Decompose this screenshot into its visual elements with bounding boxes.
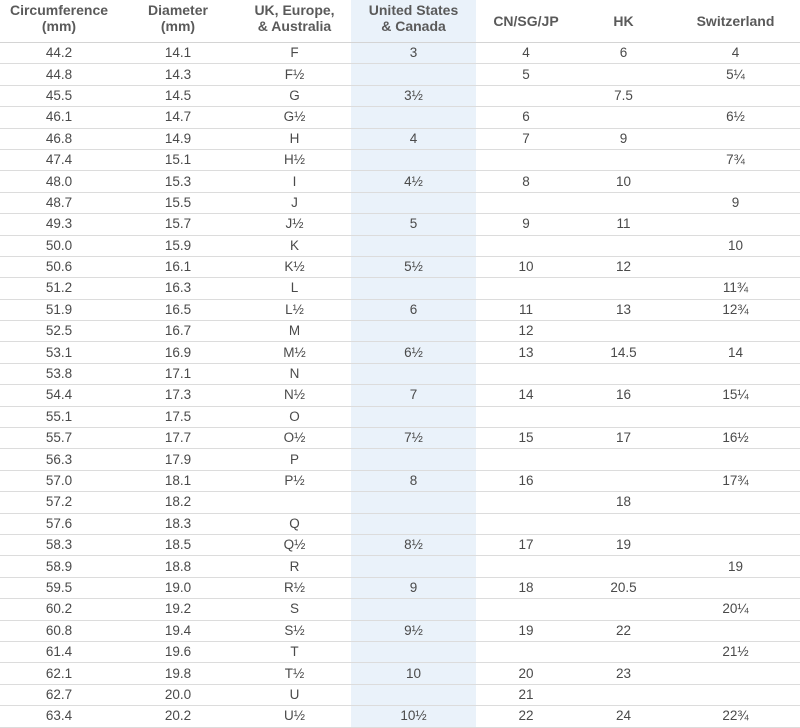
table-row <box>0 363 800 384</box>
switzerland-size-cell: 12¾ <box>671 299 800 320</box>
diameter-cell: 16.3 <box>118 278 238 299</box>
cn-sg-jp-size-cell: 16 <box>476 470 576 491</box>
switzerland-size-cell: 10 <box>671 235 800 256</box>
table-row <box>0 663 800 684</box>
us-size-cell <box>351 149 476 170</box>
us-size-cell <box>351 321 476 342</box>
diameter-cell: 16.5 <box>118 299 238 320</box>
diameter-cell: 14.7 <box>118 107 238 128</box>
table-row <box>0 534 800 555</box>
diameter-cell: 17.3 <box>118 385 238 406</box>
circumference-cell: 62.7 <box>0 684 118 705</box>
circumference-cell: 59.5 <box>0 577 118 598</box>
circumference-cell: 57.2 <box>0 492 118 513</box>
header-line: Circumference <box>9 2 109 18</box>
header-line: Switzerland <box>696 13 775 29</box>
diameter-cell: 18.2 <box>118 492 238 513</box>
table-row <box>0 449 800 470</box>
cn-sg-jp-size-cell <box>476 641 576 662</box>
us-size-cell: 5 <box>351 214 476 235</box>
switzerland-size-cell <box>671 513 800 534</box>
cn-sg-jp-size-cell: 9 <box>476 214 576 235</box>
uk-size-cell: K <box>238 235 351 256</box>
table-row <box>0 556 800 577</box>
hk-size-cell: 7.5 <box>576 85 671 106</box>
uk-size-cell: L <box>238 278 351 299</box>
cn-sg-jp-size-cell <box>476 363 576 384</box>
hk-size-cell <box>576 406 671 427</box>
hk-size-cell <box>576 64 671 85</box>
uk-size-cell: R½ <box>238 577 351 598</box>
hk-size-cell: 22 <box>576 620 671 641</box>
hk-size-cell <box>576 641 671 662</box>
us-size-cell <box>351 513 476 534</box>
us-size-cell: 4 <box>351 128 476 149</box>
us-size-cell: 9½ <box>351 620 476 641</box>
cn-sg-jp-size-cell: 15 <box>476 428 576 449</box>
uk-size-cell <box>238 492 351 513</box>
switzerland-size-cell <box>671 128 800 149</box>
hk-size-cell: 23 <box>576 663 671 684</box>
us-size-cell: 6½ <box>351 342 476 363</box>
diameter-cell: 19.6 <box>118 641 238 662</box>
us-size-cell <box>351 684 476 705</box>
us-size-cell <box>351 406 476 427</box>
cn-sg-jp-size-cell: 21 <box>476 684 576 705</box>
switzerland-size-cell: 20¼ <box>671 599 800 620</box>
uk-size-cell: J <box>238 192 351 213</box>
header-line: United States <box>368 2 459 18</box>
switzerland-size-cell <box>671 577 800 598</box>
circumference-cell: 61.4 <box>0 641 118 662</box>
uk-size-cell: G <box>238 85 351 106</box>
diameter-cell: 14.1 <box>118 43 238 64</box>
hk-size-cell <box>576 107 671 128</box>
us-size-cell: 8 <box>351 470 476 491</box>
circumference-cell: 50.0 <box>0 235 118 256</box>
cn-sg-jp-size-cell: 12 <box>476 321 576 342</box>
circumference-cell: 54.4 <box>0 385 118 406</box>
header-uk-europe-australia <box>238 0 351 43</box>
hk-size-cell <box>576 556 671 577</box>
cn-sg-jp-size-cell: 8 <box>476 171 576 192</box>
cn-sg-jp-size-cell <box>476 149 576 170</box>
header-line: (mm) <box>160 18 196 34</box>
circumference-cell: 48.0 <box>0 171 118 192</box>
uk-size-cell: O <box>238 406 351 427</box>
cn-sg-jp-size-cell: 10 <box>476 256 576 277</box>
table-row <box>0 107 800 128</box>
table-row <box>0 470 800 491</box>
diameter-cell: 20.2 <box>118 706 238 727</box>
switzerland-size-cell: 15¼ <box>671 385 800 406</box>
uk-size-cell: T <box>238 641 351 662</box>
switzerland-size-cell <box>671 663 800 684</box>
circumference-cell: 48.7 <box>0 192 118 213</box>
diameter-cell: 16.1 <box>118 256 238 277</box>
header-switzerland <box>671 0 800 43</box>
switzerland-size-cell: 22¾ <box>671 706 800 727</box>
cn-sg-jp-size-cell: 17 <box>476 534 576 555</box>
hk-size-cell <box>576 149 671 170</box>
switzerland-size-cell: 7¾ <box>671 149 800 170</box>
diameter-cell: 14.9 <box>118 128 238 149</box>
us-size-cell: 10½ <box>351 706 476 727</box>
hk-size-cell: 14.5 <box>576 342 671 363</box>
header-hk <box>576 0 671 43</box>
us-size-cell <box>351 556 476 577</box>
cn-sg-jp-size-cell <box>476 492 576 513</box>
diameter-cell: 18.5 <box>118 534 238 555</box>
diameter-cell: 15.7 <box>118 214 238 235</box>
table-row <box>0 599 800 620</box>
header-line: HK <box>613 13 634 29</box>
diameter-cell: 14.5 <box>118 85 238 106</box>
header-circumference <box>0 0 118 43</box>
uk-size-cell: S½ <box>238 620 351 641</box>
table-row <box>0 342 800 363</box>
us-size-cell <box>351 599 476 620</box>
circumference-cell: 53.8 <box>0 363 118 384</box>
switzerland-size-cell: 9 <box>671 192 800 213</box>
table-row <box>0 492 800 513</box>
header-cn-sg-jp <box>476 0 576 43</box>
switzerland-size-cell: 14 <box>671 342 800 363</box>
diameter-cell: 17.7 <box>118 428 238 449</box>
diameter-cell: 17.1 <box>118 363 238 384</box>
table-row <box>0 64 800 85</box>
table-row <box>0 641 800 662</box>
switzerland-size-cell: 6½ <box>671 107 800 128</box>
uk-size-cell: Q½ <box>238 534 351 555</box>
switzerland-size-cell: 16½ <box>671 428 800 449</box>
uk-size-cell: S <box>238 599 351 620</box>
hk-size-cell <box>576 513 671 534</box>
cn-sg-jp-size-cell: 20 <box>476 663 576 684</box>
uk-size-cell: H <box>238 128 351 149</box>
hk-size-cell: 16 <box>576 385 671 406</box>
cn-sg-jp-size-cell: 6 <box>476 107 576 128</box>
circumference-cell: 52.5 <box>0 321 118 342</box>
circumference-cell: 50.6 <box>0 256 118 277</box>
hk-size-cell: 10 <box>576 171 671 192</box>
header-line: (mm) <box>41 18 77 34</box>
header-line: & Australia <box>257 18 332 34</box>
table-row <box>0 428 800 449</box>
table-row <box>0 149 800 170</box>
cn-sg-jp-size-cell: 7 <box>476 128 576 149</box>
cn-sg-jp-size-cell <box>476 406 576 427</box>
switzerland-size-cell <box>671 684 800 705</box>
header-line: & Canada <box>381 18 446 34</box>
table-row <box>0 214 800 235</box>
cn-sg-jp-size-cell: 14 <box>476 385 576 406</box>
uk-size-cell: P½ <box>238 470 351 491</box>
table-row <box>0 513 800 534</box>
circumference-cell: 53.1 <box>0 342 118 363</box>
cn-sg-jp-size-cell: 5 <box>476 64 576 85</box>
us-size-cell: 3 <box>351 43 476 64</box>
uk-size-cell: F <box>238 43 351 64</box>
cn-sg-jp-size-cell: 19 <box>476 620 576 641</box>
diameter-cell: 19.0 <box>118 577 238 598</box>
hk-size-cell: 17 <box>576 428 671 449</box>
circumference-cell: 49.3 <box>0 214 118 235</box>
diameter-cell: 17.5 <box>118 406 238 427</box>
switzerland-size-cell <box>671 449 800 470</box>
switzerland-size-cell <box>671 256 800 277</box>
circumference-cell: 45.5 <box>0 85 118 106</box>
header-diameter <box>118 0 238 43</box>
us-size-cell: 4½ <box>351 171 476 192</box>
uk-size-cell: N <box>238 363 351 384</box>
diameter-cell: 16.7 <box>118 321 238 342</box>
switzerland-size-cell <box>671 171 800 192</box>
diameter-cell: 14.3 <box>118 64 238 85</box>
circumference-cell: 63.4 <box>0 706 118 727</box>
diameter-cell: 16.9 <box>118 342 238 363</box>
hk-size-cell <box>576 363 671 384</box>
uk-size-cell: M <box>238 321 351 342</box>
diameter-cell: 19.8 <box>118 663 238 684</box>
us-size-cell <box>351 363 476 384</box>
switzerland-size-cell: 11¾ <box>671 278 800 299</box>
diameter-cell: 18.1 <box>118 470 238 491</box>
header-line: UK, Europe, <box>254 2 335 18</box>
table-row <box>0 385 800 406</box>
hk-size-cell <box>576 599 671 620</box>
switzerland-size-cell <box>671 363 800 384</box>
switzerland-size-cell <box>671 321 800 342</box>
switzerland-size-cell: 4 <box>671 43 800 64</box>
circumference-cell: 56.3 <box>0 449 118 470</box>
hk-size-cell: 9 <box>576 128 671 149</box>
circumference-cell: 57.0 <box>0 470 118 491</box>
uk-size-cell: Q <box>238 513 351 534</box>
us-size-cell: 10 <box>351 663 476 684</box>
header-line: Diameter <box>148 2 208 18</box>
us-size-cell: 3½ <box>351 85 476 106</box>
uk-size-cell: I <box>238 171 351 192</box>
switzerland-size-cell: 17¾ <box>671 470 800 491</box>
hk-size-cell: 11 <box>576 214 671 235</box>
circumference-cell: 58.3 <box>0 534 118 555</box>
table-row <box>0 321 800 342</box>
table-row <box>0 278 800 299</box>
switzerland-size-cell: 19 <box>671 556 800 577</box>
hk-size-cell: 19 <box>576 534 671 555</box>
cn-sg-jp-size-cell <box>476 235 576 256</box>
table-row <box>0 684 800 705</box>
uk-size-cell: J½ <box>238 214 351 235</box>
switzerland-size-cell: 21½ <box>671 641 800 662</box>
circumference-cell: 46.1 <box>0 107 118 128</box>
circumference-cell: 55.7 <box>0 428 118 449</box>
circumference-cell: 47.4 <box>0 149 118 170</box>
switzerland-size-cell <box>671 534 800 555</box>
hk-size-cell: 13 <box>576 299 671 320</box>
hk-size-cell: 24 <box>576 706 671 727</box>
switzerland-size-cell <box>671 620 800 641</box>
cn-sg-jp-size-cell: 22 <box>476 706 576 727</box>
uk-size-cell: F½ <box>238 64 351 85</box>
table-row <box>0 171 800 192</box>
circumference-cell: 55.1 <box>0 406 118 427</box>
us-size-cell: 8½ <box>351 534 476 555</box>
table-row <box>0 577 800 598</box>
hk-size-cell: 20.5 <box>576 577 671 598</box>
us-size-cell: 9 <box>351 577 476 598</box>
circumference-cell: 44.2 <box>0 43 118 64</box>
uk-size-cell: H½ <box>238 149 351 170</box>
us-size-cell: 5½ <box>351 256 476 277</box>
table-row <box>0 706 800 727</box>
diameter-cell: 19.4 <box>118 620 238 641</box>
uk-size-cell: L½ <box>238 299 351 320</box>
uk-size-cell: U½ <box>238 706 351 727</box>
table-row <box>0 235 800 256</box>
circumference-cell: 44.8 <box>0 64 118 85</box>
hk-size-cell <box>576 321 671 342</box>
cn-sg-jp-size-cell <box>476 599 576 620</box>
table-row <box>0 128 800 149</box>
header-line: CN/SG/JP <box>493 13 559 29</box>
diameter-cell: 20.0 <box>118 684 238 705</box>
diameter-cell: 15.9 <box>118 235 238 256</box>
diameter-cell: 15.3 <box>118 171 238 192</box>
cn-sg-jp-size-cell <box>476 278 576 299</box>
hk-size-cell: 6 <box>576 43 671 64</box>
cn-sg-jp-size-cell <box>476 85 576 106</box>
uk-size-cell: O½ <box>238 428 351 449</box>
diameter-cell: 17.9 <box>118 449 238 470</box>
table-header <box>0 0 800 43</box>
hk-size-cell <box>576 684 671 705</box>
table-body <box>0 43 800 728</box>
cn-sg-jp-size-cell: 13 <box>476 342 576 363</box>
cn-sg-jp-size-cell: 18 <box>476 577 576 598</box>
switzerland-size-cell <box>671 492 800 513</box>
switzerland-size-cell <box>671 85 800 106</box>
hk-size-cell <box>576 235 671 256</box>
table-row <box>0 192 800 213</box>
circumference-cell: 60.2 <box>0 599 118 620</box>
us-size-cell <box>351 235 476 256</box>
header-us-canada <box>351 0 476 43</box>
circumference-cell: 51.9 <box>0 299 118 320</box>
switzerland-size-cell <box>671 214 800 235</box>
us-size-cell <box>351 641 476 662</box>
diameter-cell: 15.5 <box>118 192 238 213</box>
cn-sg-jp-size-cell <box>476 513 576 534</box>
diameter-cell: 18.3 <box>118 513 238 534</box>
hk-size-cell <box>576 449 671 470</box>
circumference-cell: 58.9 <box>0 556 118 577</box>
cn-sg-jp-size-cell <box>476 449 576 470</box>
diameter-cell: 19.2 <box>118 599 238 620</box>
table-row <box>0 620 800 641</box>
uk-size-cell: U <box>238 684 351 705</box>
table-row <box>0 406 800 427</box>
circumference-cell: 57.6 <box>0 513 118 534</box>
diameter-cell: 18.8 <box>118 556 238 577</box>
header-row <box>0 0 800 43</box>
us-size-cell <box>351 492 476 513</box>
uk-size-cell: R <box>238 556 351 577</box>
uk-size-cell: M½ <box>238 342 351 363</box>
cn-sg-jp-size-cell: 11 <box>476 299 576 320</box>
table-row <box>0 299 800 320</box>
uk-size-cell: G½ <box>238 107 351 128</box>
switzerland-size-cell: 5¼ <box>671 64 800 85</box>
table-row <box>0 256 800 277</box>
circumference-cell: 62.1 <box>0 663 118 684</box>
hk-size-cell: 18 <box>576 492 671 513</box>
diameter-cell: 15.1 <box>118 149 238 170</box>
us-size-cell <box>351 192 476 213</box>
hk-size-cell <box>576 470 671 491</box>
circumference-cell: 46.8 <box>0 128 118 149</box>
cn-sg-jp-size-cell <box>476 556 576 577</box>
switzerland-size-cell <box>671 406 800 427</box>
us-size-cell <box>351 107 476 128</box>
us-size-cell <box>351 278 476 299</box>
uk-size-cell: N½ <box>238 385 351 406</box>
us-size-cell: 7 <box>351 385 476 406</box>
uk-size-cell: P <box>238 449 351 470</box>
us-size-cell: 6 <box>351 299 476 320</box>
uk-size-cell: K½ <box>238 256 351 277</box>
hk-size-cell <box>576 278 671 299</box>
us-size-cell <box>351 449 476 470</box>
hk-size-cell <box>576 192 671 213</box>
us-size-cell: 7½ <box>351 428 476 449</box>
circumference-cell: 51.2 <box>0 278 118 299</box>
table-row <box>0 43 800 64</box>
cn-sg-jp-size-cell <box>476 192 576 213</box>
table-row <box>0 85 800 106</box>
us-size-cell <box>351 64 476 85</box>
uk-size-cell: T½ <box>238 663 351 684</box>
cn-sg-jp-size-cell: 4 <box>476 43 576 64</box>
circumference-cell: 60.8 <box>0 620 118 641</box>
hk-size-cell: 12 <box>576 256 671 277</box>
